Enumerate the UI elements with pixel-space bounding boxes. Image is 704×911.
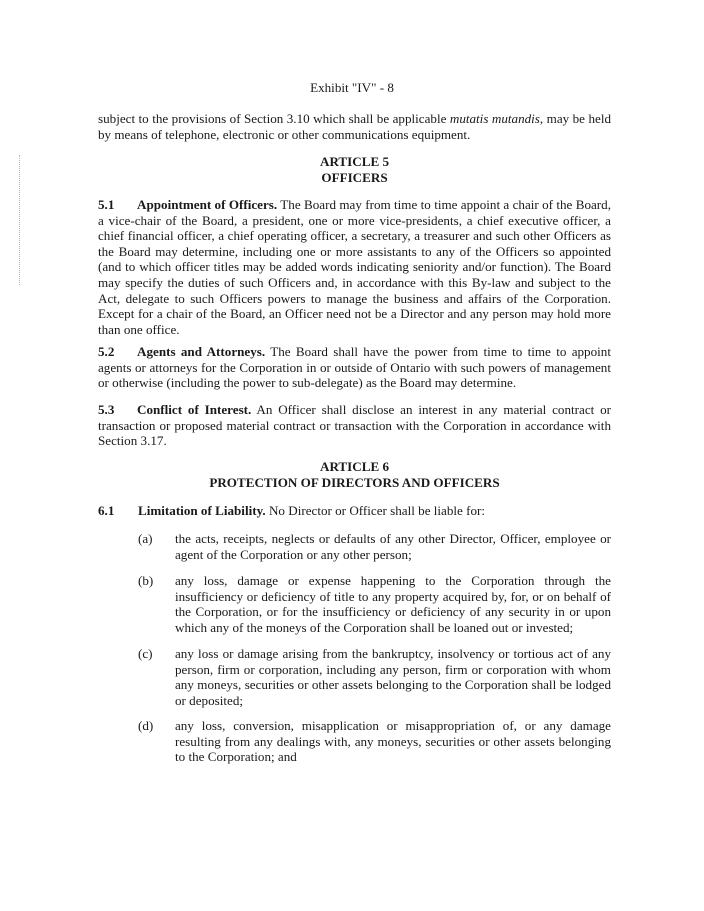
list-item-label: (a): [138, 531, 153, 546]
article-6-title: ARTICLE 6: [319, 459, 390, 474]
section-number: 6.1: [98, 503, 115, 518]
page-header: Exhibit "IV" - 8: [310, 80, 394, 95]
section-heading: Conflict of Interest.: [137, 402, 252, 417]
intro-text: subject to the provisions of Section 3.10 which shall be applicable: [98, 111, 450, 126]
list-item-label: (d): [138, 718, 154, 733]
list-item-text: any loss, damage or expense happening to the Corporation through the insufficiency or deficiency of title to any property acquired by, for, or on behalf of the Corporation, or for the insufficiency or deficiency of any security in or upon which any of the moneys of the Corporation shall be loaned out or invested;: [175, 573, 611, 635]
intro-italic-term: mutatis mutandis: [449, 111, 540, 126]
section-text: No Director or Officer shall be liable for:: [265, 503, 486, 518]
section-text: The Board shall have the power from time to time to appoint agents or attorneys for the Corporation in or outside of Ontario with such powers of management or otherwise (including the power to sub-delegate) as the Board may determine.: [98, 344, 611, 391]
section-5-3: [98, 402, 611, 449]
section-number: 5.1: [98, 197, 115, 212]
margin-mark: [19, 155, 21, 285]
article-5-title: ARTICLE 5: [319, 154, 390, 169]
list-item-text: any loss or damage arising from the bankruptcy, insolvency or tortious act of any person, firm or corporation, including any person, firm or corporation with whom any moneys, securities or other assets belonging to the Corporation shall be lodged or deposited;: [175, 646, 611, 708]
section-heading: Limitation of Liability.: [138, 503, 266, 518]
section-5-1: [98, 197, 611, 337]
section-heading: Appointment of Officers.: [137, 197, 278, 212]
section-text: An Officer shall disclose an interest in any material contract or transaction or proposed material contract or transaction with the Corporation in accordance with Section 3.17.: [98, 402, 612, 449]
intro-text-end: , may be held by means of telephone, electronic or other communications equipment.: [98, 111, 611, 142]
list-item-text: any loss, conversion, misapplication or misappropriation of, or any damage resulting from any dealings with, any moneys, securities or other assets belonging to the Corporation; and: [175, 718, 611, 765]
section-number: 5.3: [98, 402, 115, 417]
article-6-subtitle: PROTECTION OF DIRECTORS AND OFFICERS: [209, 475, 500, 490]
intro-paragraph: [98, 111, 611, 142]
section-number: 5.2: [98, 344, 115, 359]
list-item-label: (b): [138, 573, 154, 588]
list-item-text: the acts, receipts, neglects or defaults of any other Director, Officer, employee or agent of the Corporation or any other person;: [175, 531, 611, 562]
section-5-2: [98, 344, 611, 391]
section-text: The Board may from time to time appoint a chair of the Board, a vice-chair of the Board, a president, one or more vice-presidents, a chief executive officer, a chief financial officer, a chief operating officer, a secretary, a treasurer and such other Officers as the Board may determine, including one or more assistants to any of the Officers so appointed (and to which officer titles may be added words indicating seniority and/or function). The Board may specify the duties of such Officers and, in accordance with this By-law and subject to the Act, delegate to such Officers powers to manage the business and affairs of the Corporation. Except for a chair of the Board, an Officer need not be a Director and any person may hold more than one office.: [98, 197, 611, 337]
section-heading: Agents and Attorneys.: [137, 344, 266, 359]
article-5-subtitle: OFFICERS: [321, 170, 388, 185]
list-item-label: (c): [138, 646, 153, 661]
